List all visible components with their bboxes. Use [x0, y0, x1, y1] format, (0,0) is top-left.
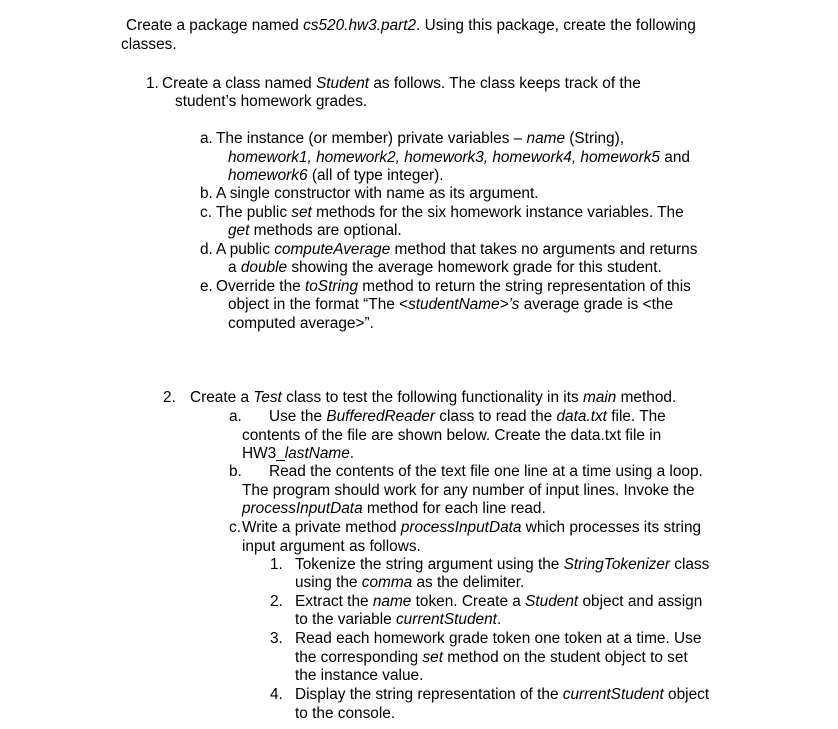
item1a-italic: name	[526, 130, 566, 147]
step2-italic: currentStudent	[395, 611, 497, 628]
item1e-text: Override the	[216, 278, 305, 295]
item2a-italic: data.txt	[556, 408, 607, 425]
step1-text: as the delimiter.	[412, 574, 525, 591]
item2-marker: 2.	[163, 389, 176, 406]
step4-line-2: to the console.	[295, 705, 396, 722]
item2c-text: Write a private method	[242, 519, 401, 536]
step1-italic: comma	[361, 574, 413, 591]
item2-text: method.	[616, 389, 677, 406]
step4-text: Display the string representation of the	[295, 686, 563, 703]
step2-italic: name	[372, 593, 412, 610]
item1d-italic: computeAverage	[274, 241, 391, 258]
item1a-text: (all of type integer).	[307, 167, 444, 184]
item2b-line-3	[242, 500, 546, 518]
step1-text: class	[670, 556, 710, 573]
item1-line-1	[146, 75, 641, 93]
intro-text: . Using this package, create the following	[416, 17, 696, 34]
step1-marker: 1.	[270, 556, 283, 573]
item2-line-1	[163, 389, 676, 407]
step3-line-1	[270, 630, 701, 648]
class-name-student: Student	[315, 75, 370, 92]
step2-line-1	[270, 593, 702, 611]
item1e-italic: >’s	[499, 296, 520, 313]
item1-text: Create a class named	[162, 75, 316, 92]
step4-line-1	[270, 686, 709, 704]
item1d-line-2	[228, 259, 662, 277]
step3-text: the corresponding	[295, 649, 423, 666]
item1e-text: average grade is <the	[519, 296, 674, 313]
item2c-text: which processes its string	[521, 519, 702, 536]
item2a-text: class to read the	[435, 408, 557, 425]
item2a-text: .	[349, 445, 355, 462]
step2-text: object and assign	[578, 593, 703, 610]
item2c-italic: processInputData	[400, 519, 522, 536]
step2-line-2	[295, 611, 501, 629]
item2a-marker: a.	[229, 408, 242, 425]
item1c-text: methods for the six homework instance variables. The	[311, 204, 684, 221]
item2c-line-2: input argument as follows.	[242, 538, 421, 555]
item1b-line-1	[200, 185, 539, 203]
item1a-line-3	[228, 167, 444, 185]
item2-text: class to test the following functionality in its	[281, 389, 583, 406]
item1d-line-1	[200, 241, 697, 259]
item1d-text: a	[228, 259, 241, 276]
item1-marker: 1.	[146, 75, 159, 92]
item1a-marker: a.	[200, 130, 213, 147]
item1-text: as follows. The class keeps track of the	[369, 75, 641, 92]
item1b-marker: b.	[200, 185, 213, 202]
item2b-marker: b.	[229, 463, 242, 480]
step2-text: .	[496, 611, 502, 628]
item2a-line-2: contents of the file are shown below. Create the data.txt file in	[242, 427, 662, 444]
item1c-marker: c.	[200, 204, 212, 221]
item2a-italic: BufferedReader	[326, 408, 435, 425]
step4-text: object	[663, 686, 710, 703]
item1c-italic: get	[228, 222, 250, 239]
step1-text: using the	[295, 574, 362, 591]
item1e-text: object in the format “The <	[228, 296, 409, 313]
class-name-test: Test	[253, 389, 282, 406]
step2-italic: Student	[525, 593, 579, 610]
item2b-text: method for each line read.	[362, 500, 546, 517]
item2b-line-1	[229, 463, 703, 481]
item2a-italic: lastName	[284, 445, 350, 462]
item2-text: Create a	[190, 389, 254, 406]
step2-text: to the variable	[295, 611, 396, 628]
item2b-line-2: The program should work for any number of input lines. Invoke the	[242, 482, 695, 499]
step1-line-2	[295, 574, 524, 592]
item1e-line-2	[228, 296, 673, 314]
item2b-text: Read the contents of the text file one line at a time using a loop.	[269, 463, 703, 480]
step3-text: method on the student object to set	[443, 649, 688, 666]
step3-line-3: the instance value.	[295, 667, 424, 684]
item1a-italic: homework6	[228, 167, 308, 184]
item1d-text: showing the average homework grade for this student.	[287, 259, 662, 276]
package-name: cs520.hw3.part2	[303, 17, 417, 34]
step1-italic: StringTokenizer	[563, 556, 671, 573]
intro-text: Create a package named	[126, 17, 304, 34]
item2a-line-1	[229, 408, 666, 426]
item1-line-2: student’s homework grades.	[175, 93, 368, 110]
item1a-line-2	[228, 149, 690, 167]
item1d-italic: double	[240, 259, 288, 276]
item2-italic: main	[582, 389, 617, 406]
step2-text: Extract the	[295, 593, 373, 610]
item1c-line-1	[200, 204, 684, 222]
item2a-text: file. The	[606, 408, 666, 425]
item1c-text: methods are optional.	[249, 222, 402, 239]
step4-marker: 4.	[270, 686, 283, 703]
step1-text: Tokenize the string argument using the	[295, 556, 564, 573]
step2-marker: 2.	[270, 593, 283, 610]
step4-italic: currentStudent	[562, 686, 664, 703]
step3-italic: set	[422, 649, 444, 666]
item1c-text: The public	[216, 204, 292, 221]
item2c-line-1	[229, 519, 701, 537]
item1e-line-3: computed average>”.	[228, 315, 374, 332]
item1e-marker: e.	[200, 278, 213, 295]
intro-line-1	[126, 17, 696, 35]
item1d-text: A public	[216, 241, 275, 258]
item1a-italic: homework1, homework2, homework3, homework4, homework5	[228, 149, 660, 166]
item1e-line-1	[200, 278, 691, 296]
item2a-text: HW3_	[242, 445, 285, 462]
step3-marker: 3.	[270, 630, 283, 647]
item1a-text: The instance (or member) private variables –	[216, 130, 527, 147]
step2-text: token. Create a	[411, 593, 526, 610]
item2c-marker: c.	[229, 519, 241, 536]
item1e-text: method to return the string representation of this	[358, 278, 691, 295]
item2b-italic: processInputData	[242, 500, 363, 517]
item1e-italic: studentName	[408, 296, 500, 313]
item2a-line-3	[242, 445, 354, 463]
intro-line-2: classes.	[121, 36, 177, 53]
item1c-line-2	[228, 222, 402, 240]
step1-line-1	[270, 556, 709, 574]
item1b-text: A single constructor with name as its argument.	[216, 185, 539, 202]
item1a-text: (String),	[565, 130, 625, 147]
item1d-marker: d.	[200, 241, 213, 258]
step3-line-2	[295, 649, 688, 667]
item1a-line-1	[200, 130, 624, 148]
item2a-text: Use the	[269, 408, 327, 425]
item1d-text: method that takes no arguments and returns	[390, 241, 698, 258]
step3-text: Read each homework grade token one token at a time. Use	[295, 630, 702, 647]
item1a-text: and	[659, 149, 690, 166]
item1e-italic: toString	[304, 278, 359, 295]
item1c-italic: set	[291, 204, 312, 221]
